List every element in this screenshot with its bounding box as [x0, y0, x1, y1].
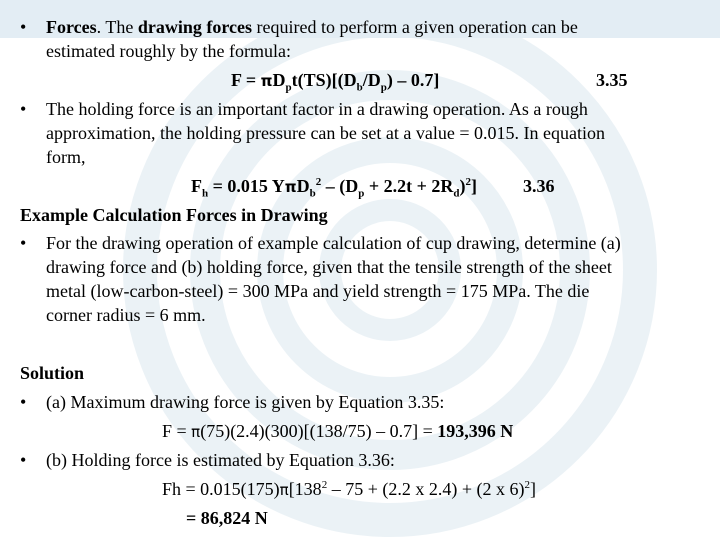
bullet-marker: •: [20, 392, 27, 412]
forces-paragraph-line1: Forces. The drawing forces required to perform a given operation can be: [46, 17, 578, 37]
bullet-marker: •: [20, 450, 27, 470]
part-a-calculation: F = π(75)(2.4)(300)[(138/75) – 0.7] = 193,396 N: [162, 421, 514, 441]
drawing-forces-term: drawing forces: [137, 17, 252, 37]
bullet-marker: •: [20, 99, 27, 119]
part-b-calculation: $Fh = 0.015(175)\pi[138^2 - 75 + (2.2$ x 2.4) + (2 x 6)$^2$]: [162, 479, 536, 499]
part-a-text: (a) Maximum drawing force is given by Equation 3.35:: [46, 392, 445, 412]
solution-heading: Solution: [20, 363, 85, 383]
pi-symbol: π: [284, 178, 297, 196]
equation-3-36: $F_h = 0.015$ $Y\pi D_b^2 - (D_p + 2.2t + 2R_d)^2$]: [191, 176, 477, 200]
example-line3: metal (low-carbon-steel) = 300 MPa and yield strength = 175 MPa. The die: [46, 281, 590, 301]
equation-number-3-35: 3.35: [596, 70, 628, 90]
example-line4: corner radius = 6 mm.: [46, 305, 206, 325]
equation-number-3-36: 3.36: [523, 176, 555, 196]
example-heading: Example Calculation Forces in Drawing: [20, 205, 328, 225]
part-a-result: 193,396 N: [437, 421, 514, 441]
example-line1: For the drawing operation of example calculation of cup drawing, determine (a): [46, 233, 621, 253]
part-b-text: (b) Holding force is estimated by Equation 3.36:: [46, 450, 395, 470]
forces-paragraph-line2: estimated roughly by the formula:: [46, 41, 291, 61]
equation-3-35: $F = \pi D_pt(TS)[(D_b/D_p) - 0.7]$: [231, 70, 440, 94]
part-b-result: = 86,824 N: [186, 508, 268, 528]
holding-force-line2: approximation, the holding pressure can be set at a value = 0.015. In equation: [46, 123, 605, 143]
example-line2: drawing force and (b) holding force, given that the tensile strength of the sheet: [46, 257, 612, 277]
pi-symbol: π: [191, 423, 201, 441]
pi-symbol: π: [260, 72, 273, 90]
holding-force-line1: The holding force is an important factor in a drawing operation. As a rough: [46, 99, 588, 119]
bullet-marker: •: [20, 233, 27, 253]
bullet-marker: •: [20, 17, 27, 37]
holding-force-line3: form,: [46, 147, 86, 167]
pi-symbol: π: [279, 481, 289, 499]
forces-term: Forces: [46, 17, 97, 37]
